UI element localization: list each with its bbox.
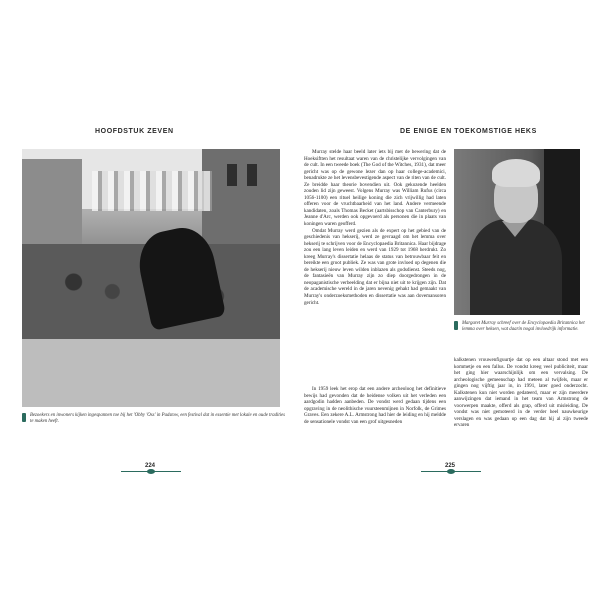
body-text-column-left bbox=[304, 149, 446, 306]
paragraph: Murray stelde haar beeld later iets bij met de bewering dat de Hoeksiftten het resultaat waren van de christelijke vervolgingen van de cult. In een tweede boek (The God of the Witches, 1931), dat meer gericht was op de gewone lezer dan op haar college-academici, benadrukte ze het levensbevestigende aspect van de riten van de cult. Ze breidde haar theorie bovendien uit. Ook gekozende heelden zouden lid zijn geweest. Volgens Murray was William Rufus (circa 1056-1100) een rituel heilige koning die zich vrijwillig had laten offeren voor de vruchtbaarheid van het land. Andere vermeende kandidaten, zoals Thomas Becket (aartsbisschop van Canterbury) en Jeanne d'Arc, werden ook opgevoerd als personen die in plaats van koningen waren geofferd. bbox=[304, 149, 446, 228]
folio-ornament bbox=[121, 471, 181, 478]
caption-text: Bezoekers en inwoners kijken ingespannen toe bij het 'Obby 'Oss' in Padstow, een festival dat in essentie met lokale en oude tradities te maken heeft. bbox=[30, 413, 286, 424]
running-header: DE ENIGE EN TOEKOMSTIGE HEKS bbox=[400, 128, 537, 135]
paragraph: In 1959 leek het erop dat een andere archeoloog het definitieve bewijs had gevonden dat de heidense volken uit het verleden een aardgodin hadden aanbeden. De vondst werd gedaan tijdens een opgraving in de neolithische vuursteenmijnen in Norfolk, de Grimes Graves. Een zekere A.L. Armstrong had hier de leiding en hij meldde de sensationele vondst van een grof uitgesneden bbox=[304, 386, 446, 425]
photo-street bbox=[22, 339, 280, 407]
portrait-photo bbox=[454, 149, 580, 315]
folio-ornament bbox=[421, 471, 481, 478]
page-number: 225 bbox=[445, 463, 456, 469]
photo-bunting bbox=[92, 171, 212, 211]
right-page bbox=[300, 0, 600, 600]
photo-caption bbox=[22, 413, 288, 425]
photo-window bbox=[227, 164, 237, 186]
photo-window bbox=[247, 164, 257, 186]
portrait-caption bbox=[454, 321, 588, 333]
ornament-icon bbox=[447, 469, 455, 474]
paragraph: Omdat Murray werd gezien als de expert op het gebied van de geschiedenis van hekserij, werd ze gevraagd om het lemma over hekserij te schrijven voor de Encyclopaedia Britannica. Haar bijdrage zou een lang leven leiden en werd van 1929 tot 1968 herdrukt. Zo kreeg Murray's dissertatie helaas de status van betrouwbaar feit en bereikte een groot publiek. Ze was van grote invloed op degenen die de hekserij nieuw leven wilden inblazen als godsdienst. Steeds nog, de fantasieën van Murray zijn zo diep doorgedrongen in de neopaganistische verbeelding dat er bijna niet uit te krijgen zijn. Dat de academische wereld in de jaren nevenig gehakt had gemaakt van Murray's onderzoeksmethoden en dissertatie was aan dovemansoren gericht. bbox=[304, 227, 446, 306]
body-text-column-right bbox=[454, 357, 588, 429]
caption-marker-icon bbox=[454, 321, 458, 330]
chapter-header: HOOFDSTUK ZEVEN bbox=[95, 128, 174, 135]
caption-text: Margaret Murray schreef over de Encyclopaedia Britannica het lemma over heksen, wat daarin nogal invloedrijk informatie. bbox=[462, 321, 585, 332]
body-text-column-left-lower bbox=[304, 386, 446, 425]
paragraph: kalkstenen vrouwenfiguurtje dat op een altaar stond met een kommetje en een fallus. De vondst kreeg veel publiciteit, maar het ging hier waarschijnlijk om een vervalsing. De archeologische gemeenschap had meteen al twijfels, maar er gingen nog vijftig jaar in, in 1991, later goed onderzocht. Kalkstenen kun niet worden gedateerd, maar er zijn meerdere aanwijzingen dat iemand in het team van Armstrong de voorwerpen maakte, offerd als grap, offerd uit misleiding. De vondst was niet gemoteerd in de verder heel nauwkeurige verslagen en was gedaan op een dag dat hij al zijn tweede ervaren bbox=[454, 357, 588, 429]
caption-marker-icon bbox=[22, 413, 26, 422]
ornament-icon bbox=[147, 469, 155, 474]
page-number: 224 bbox=[145, 463, 156, 469]
festival-photo bbox=[22, 149, 280, 407]
portrait-hair bbox=[492, 159, 540, 187]
